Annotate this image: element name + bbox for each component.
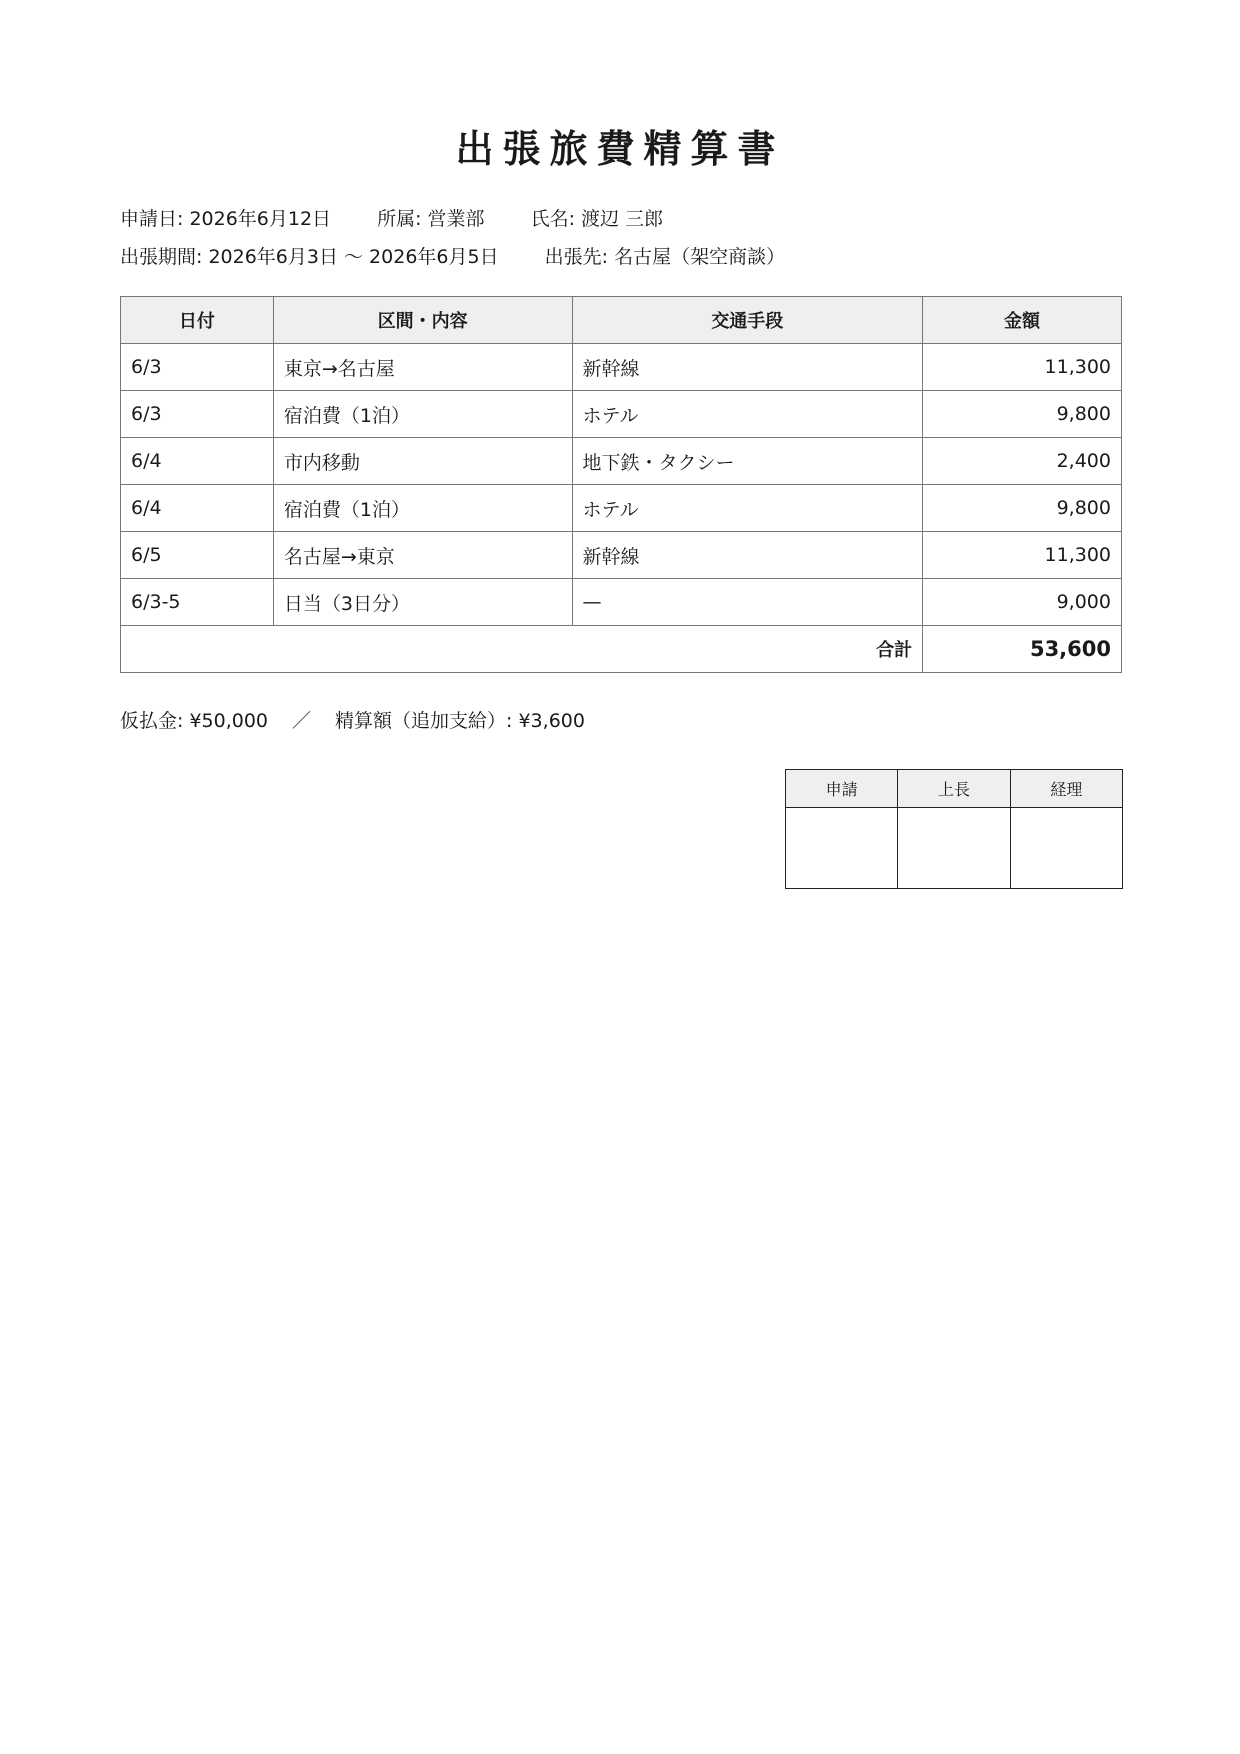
table-row xyxy=(121,438,1122,485)
application-date: 申請日: 2026年6月12日 xyxy=(120,208,332,230)
cell-date: 6/3-5 xyxy=(121,579,274,626)
travel-period: 出張期間: 2026年6月3日 〜 2026年6月5日 xyxy=(120,246,499,268)
cell-transport: ホテル xyxy=(572,391,923,438)
approval-header-applicant: 申請 xyxy=(786,770,898,808)
approval-stamp-row xyxy=(786,808,1123,889)
cell-route: 日当（3日分） xyxy=(273,579,572,626)
table-row xyxy=(121,532,1122,579)
header-transport: 交通手段 xyxy=(572,297,923,344)
table-row xyxy=(121,344,1122,391)
info-line-1 xyxy=(120,204,663,231)
approval-header-accounting: 経理 xyxy=(1010,770,1122,808)
department: 所属: 営業部 xyxy=(377,208,485,230)
stamp-box-supervisor[interactable] xyxy=(898,808,1010,889)
cell-amount: 9,800 xyxy=(923,485,1122,532)
cell-transport: 新幹線 xyxy=(572,344,923,391)
stamp-box-accounting[interactable] xyxy=(1010,808,1122,889)
cell-date: 6/4 xyxy=(121,485,274,532)
header-amount: 金額 xyxy=(923,297,1122,344)
cell-route: 名古屋→東京 xyxy=(273,532,572,579)
cell-date: 6/3 xyxy=(121,391,274,438)
header-date: 日付 xyxy=(121,297,274,344)
settlement-summary xyxy=(120,706,585,733)
cell-route: 東京→名古屋 xyxy=(273,344,572,391)
cell-route: 宿泊費（1泊） xyxy=(273,485,572,532)
table-row xyxy=(121,485,1122,532)
cell-route: 宿泊費（1泊） xyxy=(273,391,572,438)
cell-amount: 2,400 xyxy=(923,438,1122,485)
total-value: 53,600 xyxy=(923,626,1122,673)
cell-transport: 地下鉄・タクシー xyxy=(572,438,923,485)
applicant-name: 氏名: 渡辺 三郎 xyxy=(530,208,664,230)
cell-date: 6/5 xyxy=(121,532,274,579)
table-row xyxy=(121,579,1122,626)
approval-header-supervisor: 上長 xyxy=(898,770,1010,808)
cell-amount: 11,300 xyxy=(923,532,1122,579)
table-row xyxy=(121,391,1122,438)
summary-separator: ／ xyxy=(292,710,312,732)
cell-amount: 9,800 xyxy=(923,391,1122,438)
approval-stamp-table xyxy=(785,769,1123,889)
cell-transport: — xyxy=(572,579,923,626)
expense-table xyxy=(120,296,1122,673)
expense-header-row xyxy=(121,297,1122,344)
advance-payment: 仮払金: ¥50,000 xyxy=(120,710,269,732)
info-line-2 xyxy=(120,242,785,269)
travel-destination: 出張先: 名古屋（架空商談） xyxy=(544,246,786,268)
settlement-amount: 精算額（追加支給）: ¥3,600 xyxy=(335,710,585,732)
cell-transport: 新幹線 xyxy=(572,532,923,579)
cell-date: 6/4 xyxy=(121,438,274,485)
total-row xyxy=(121,626,1122,673)
document-title: 出張旅費精算書 xyxy=(455,127,785,171)
cell-amount: 11,300 xyxy=(923,344,1122,391)
cell-route: 市内移動 xyxy=(273,438,572,485)
approval-header-row xyxy=(786,770,1123,808)
stamp-box-applicant[interactable] xyxy=(786,808,898,889)
cell-date: 6/3 xyxy=(121,344,274,391)
header-route: 区間・内容 xyxy=(273,297,572,344)
cell-amount: 9,000 xyxy=(923,579,1122,626)
cell-transport: ホテル xyxy=(572,485,923,532)
total-label: 合計 xyxy=(121,626,923,673)
